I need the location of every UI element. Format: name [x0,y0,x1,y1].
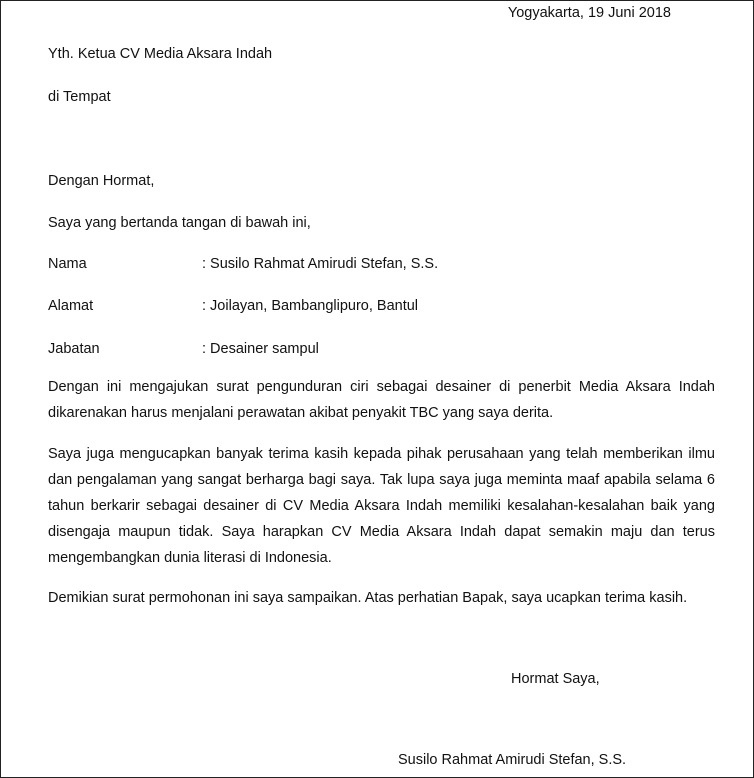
paragraph-resignation: Dengan ini mengajukan surat pengunduran ciri sebagai desainer di penerbit Media Aksara Indah dikarenakan harus menjalani perawatan akibat penyakit TBC yang saya derita. [48,379,715,421]
signature-name: Susilo Rahmat Amirudi Stefan, S.S. [398,752,627,768]
field-label: Alamat [48,298,94,314]
field-label: Jabatan [48,341,100,357]
letter-intro: Saya yang bertanda tangan di bawah ini, [48,215,311,231]
field-row-nama [48,255,438,273]
paragraph-thanks: Saya juga mengucapkan banyak terima kasih kepada pihak perusahaan yang telah memberikan ilmu dan pengalaman yang sangat berharga bagi saya. Tak lupa saya juga meminta maaf apabila selama 6 tahun berkarir sebagai desainer di CV Media Aksara Indah memiliki kesalahan-kesalahan baik yang disengaja maupun tidak. Saya harapkan CV Media Aksara Indah dapat semakin maju dan terus mengembangkan dunia literasi di Indonesia. [48,446,715,566]
field-value: : Joilayan, Bambanglipuro, Bantul [202,298,419,314]
field-value: : Desainer sampul [202,341,319,357]
field-row-alamat [48,297,418,315]
field-label: Nama [48,256,87,272]
letter-place: di Tempat [48,89,111,105]
letter-greeting: Dengan Hormat, [48,173,155,189]
letter-recipient: Yth. Ketua CV Media Aksara Indah [48,46,273,62]
paragraph-closing: Demikian surat permohonan ini saya sampaikan. Atas perhatian Bapak, saya ucapkan terima kasih. [48,590,688,606]
field-row-jabatan [48,340,319,358]
field-value: : Susilo Rahmat Amirudi Stefan, S.S. [202,256,439,272]
closing-salutation: Hormat Saya, [511,671,600,687]
letter-date: Yogyakarta, 19 Juni 2018 [507,5,671,21]
